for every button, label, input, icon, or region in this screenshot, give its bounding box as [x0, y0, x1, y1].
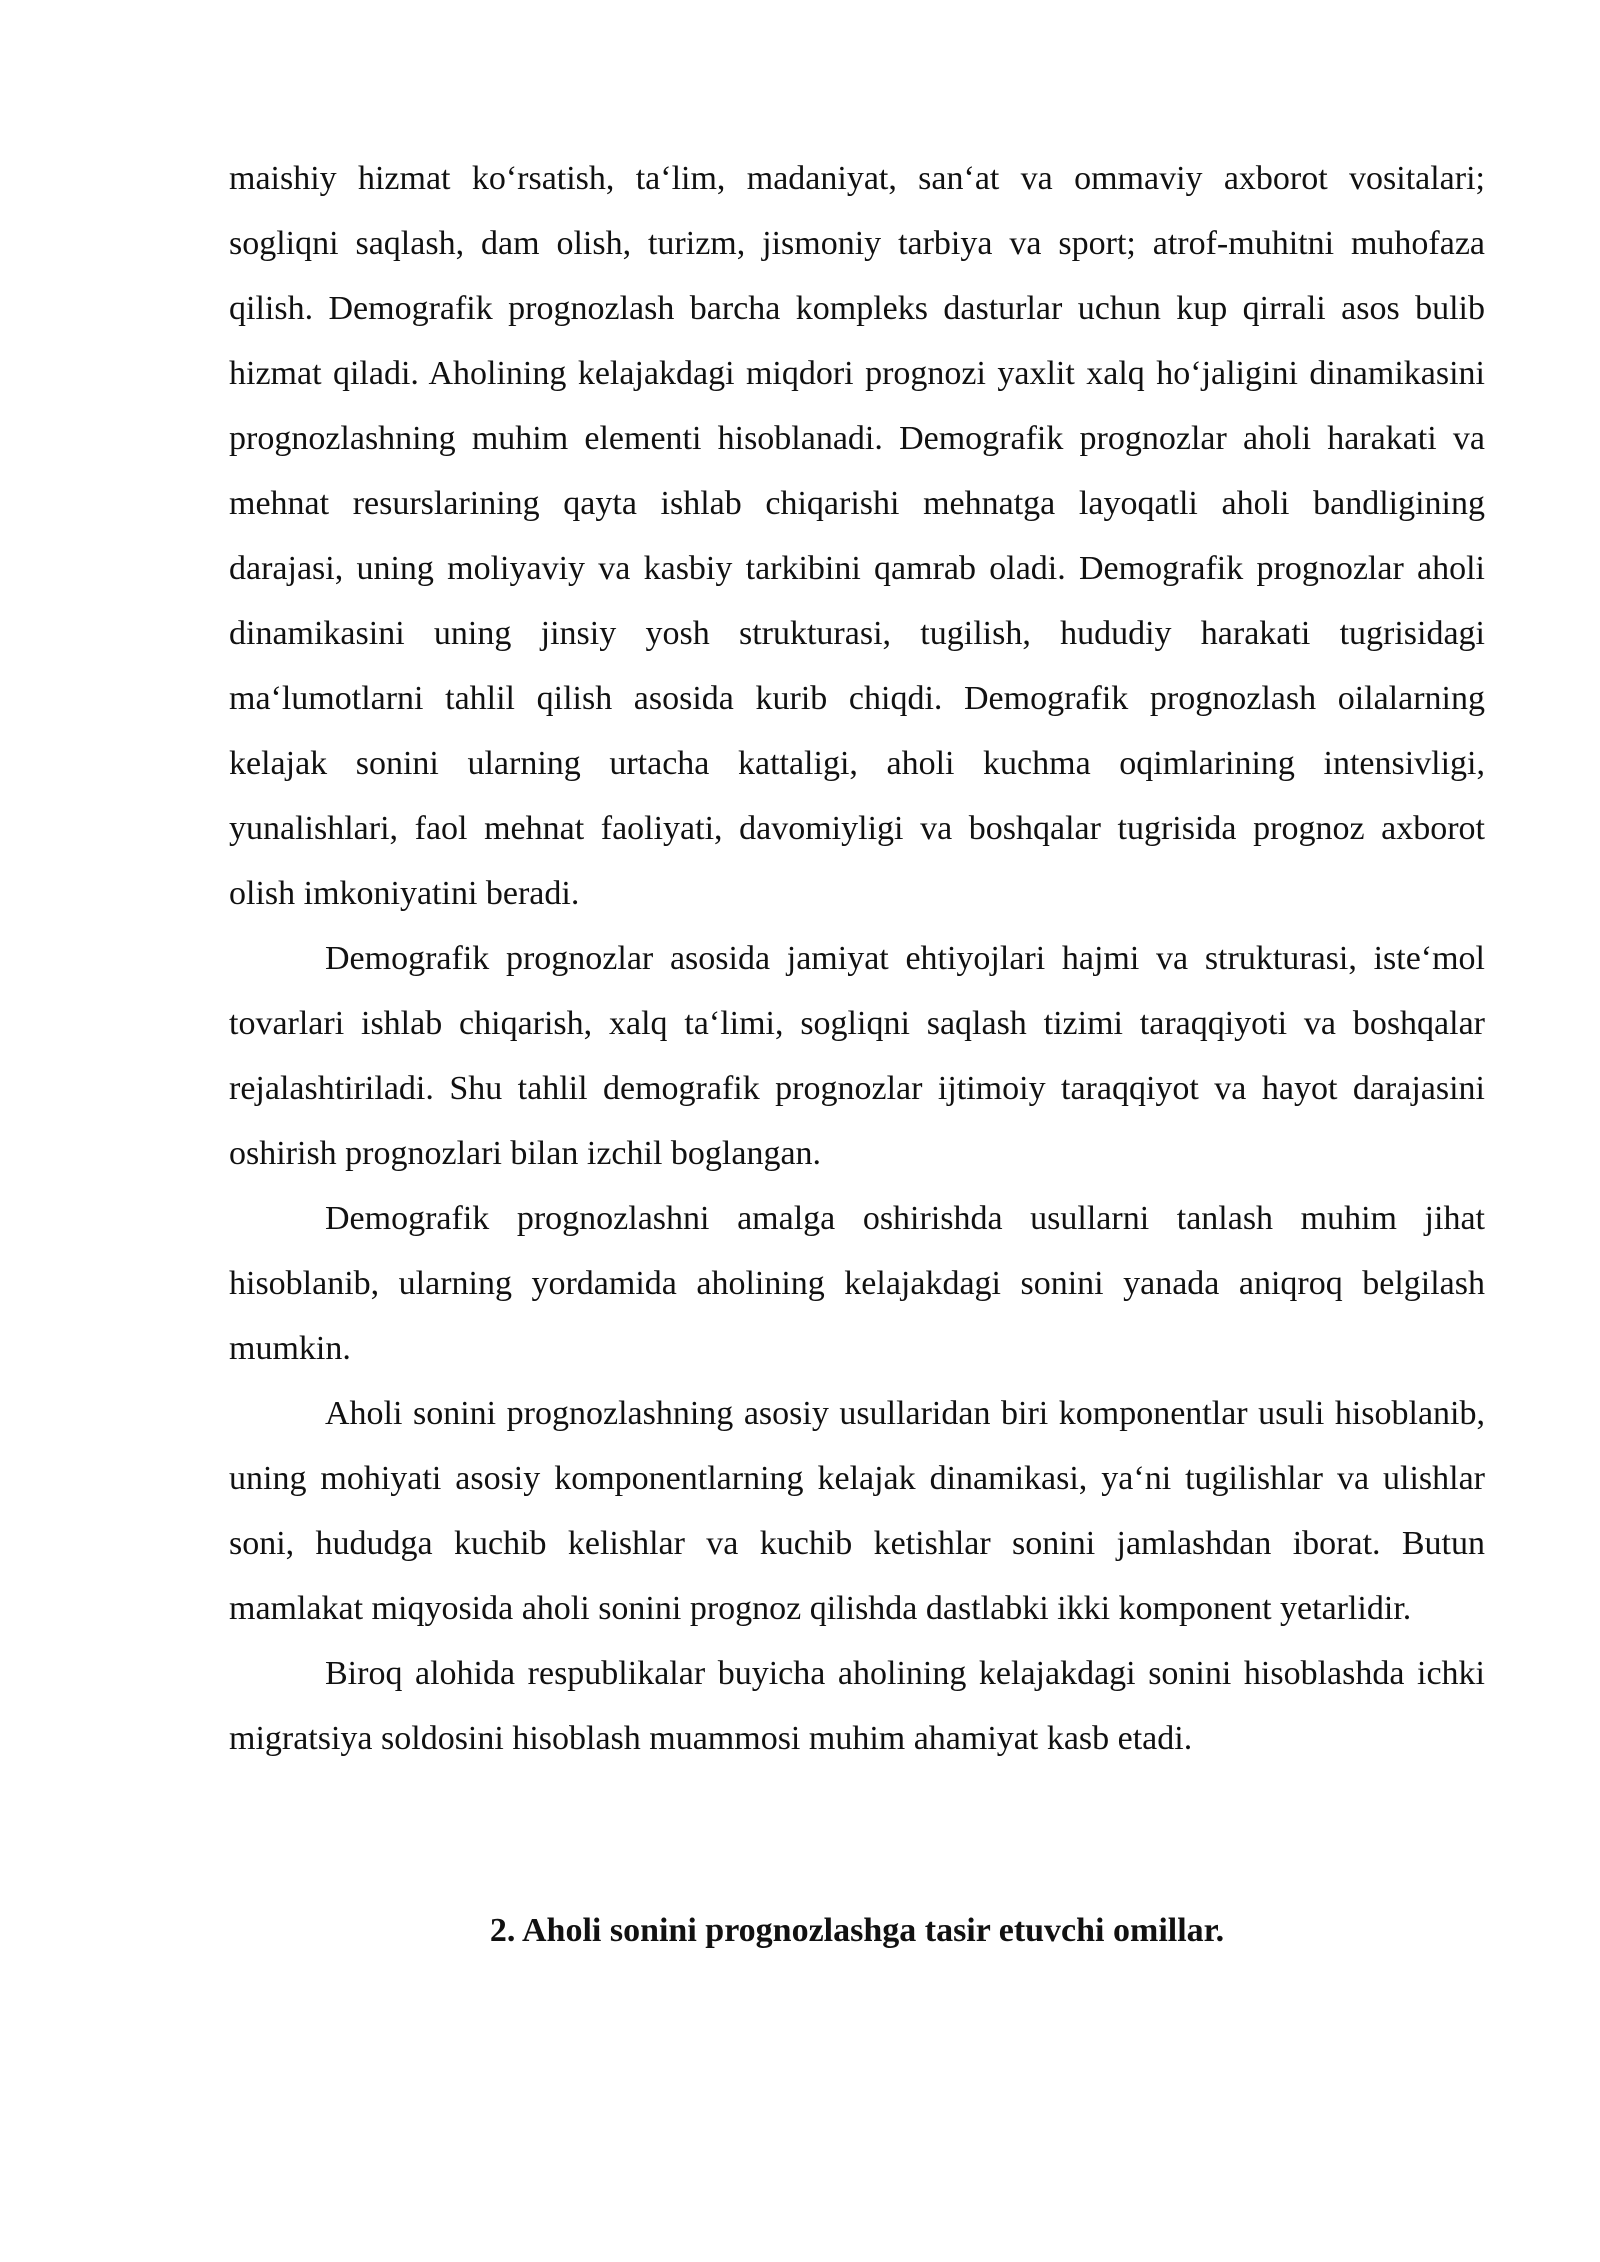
document-body	[229, 146, 1485, 1771]
paragraph-5: Biroq alohida respublikalar buyicha aholining kelajakdagi sonini hisoblashda ichki migratsiya soldosini hisoblash muammosi muhim ahamiyat kasb etadi.	[229, 1655, 1485, 1757]
paragraph-2: Demografik prognozlar asosida jamiyat ehtiyojlari hajmi va strukturasi, iste‘mol tovarlari ishlab chiqarish, xalq ta‘limi, sogliqni saqlash tizimi taraqqiyoti va boshqalar rejalashtiriladi. Shu tahlil demografik prognozlar ijtimoiy taraqqiyot va hayot darajasini oshirish prognozlari bilan izchil boglangan.	[229, 940, 1485, 1172]
paragraph-1: maishiy hizmat ko‘rsatish, ta‘lim, madaniyat, san‘at va ommaviy axborot vositalari; sogliqni saqlash, dam olish, turizm, jismoniy tarbiya va sport; atrof-muhitni muhofaza qilish. Demografik prognozlash barcha kompleks dasturlar uchun kup qirrali asos bulib hizmat qiladi. Aholining kelajakdagi miqdori prognozi yaxlit xalq ho‘jaligini dinamikasini prognozlashning muhim elementi hisoblanadi. Demografik prognozlar aholi harakati va mehnat resurslarining qayta ishlab chiqarishi mehnatga layoqatli aholi bandligining darajasi, uning moliyaviy va kasbiy tarkibini qamrab oladi. Demografik prognozlar aholi dinamikasini uning jinsiy yosh strukturasi, tugilish, hududiy harakati tugrisidagi ma‘lumotlarni tahlil qilish asosida kurib chiqdi. Demografik prognozlash oilalarning kelajak sonini ularning urtacha kattaligi, aholi kuchma oqimlarining intensivligi, yunalishlari, faol mehnat faoliyati, davomiyligi va boshqalar tugrisida prognoz axborot olish imkoniyatini beradi.	[229, 160, 1485, 912]
section-heading: 2. Aholi sonini prognozlashga tasir etuvchi omillar.	[489, 1912, 1225, 1949]
paragraph-4: Aholi sonini prognozlashning asosiy usullaridan biri komponentlar usuli hisoblanib, uning mohiyati asosiy komponentlarning kelajak dinamikasi, ya‘ni tugilishlar va ulishlar soni, hududga kuchib kelishlar va kuchib ketishlar sonini jamlashdan iborat. Butun mamlakat miqyosida aholi sonini prognoz qilishda dastlabki ikki komponent yetarlidir.	[229, 1395, 1485, 1627]
paragraph-3: Demografik prognozlashni amalga oshirishda usullarni tanlash muhim jihat hisoblanib, ularning yordamida aholining kelajakdagi sonini yanada aniqroq belgilash mumkin.	[229, 1200, 1485, 1367]
